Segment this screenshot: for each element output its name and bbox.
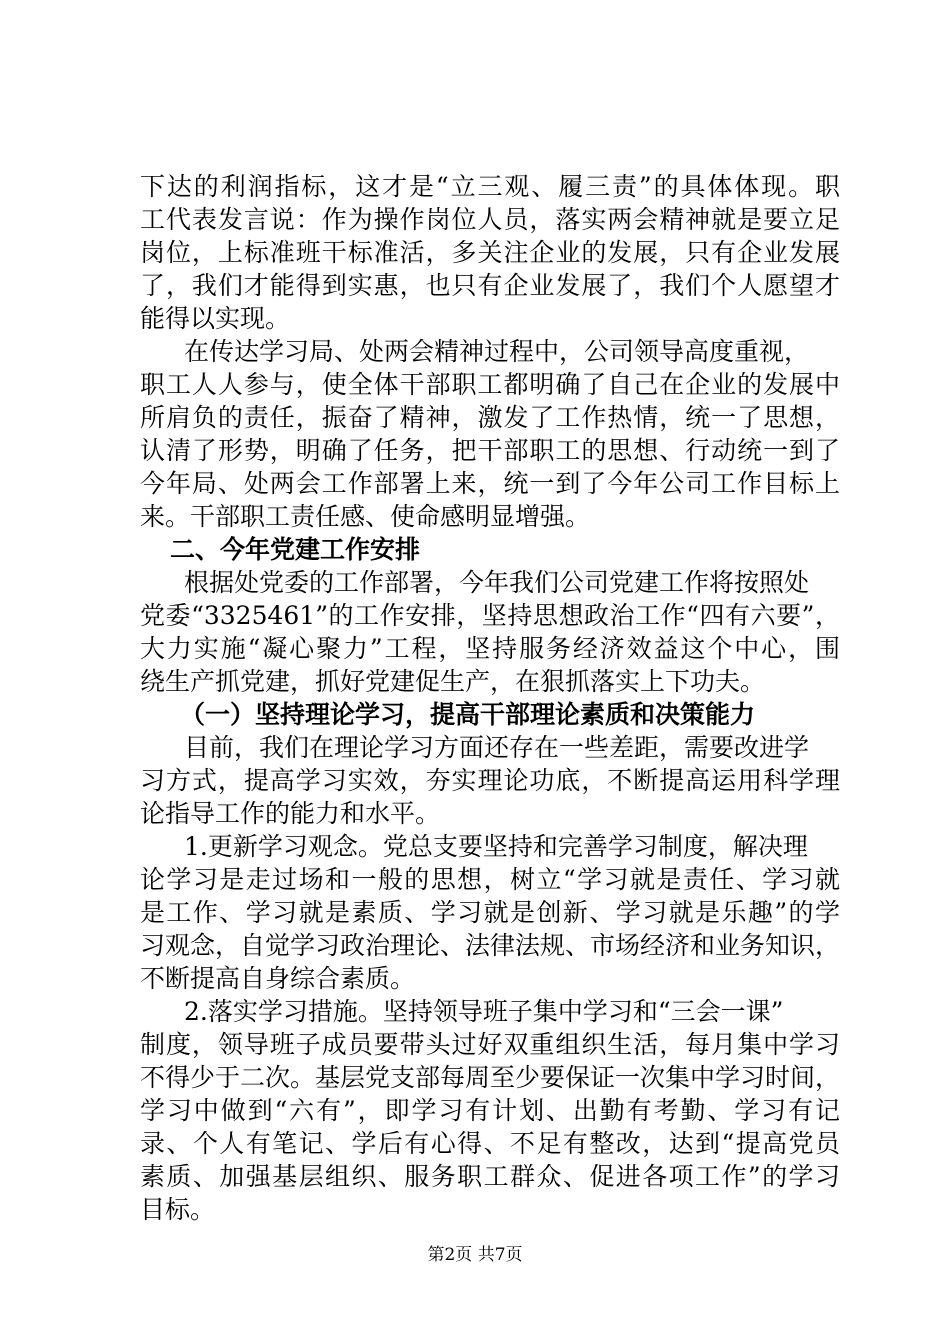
text-line: 岗位，上标准班干标准活，多关注企业的发展，只有企业发展 — [140, 238, 840, 267]
text-line: 目前，我们在理论学习方面还存在一些差距，需要改进学 — [184, 733, 810, 762]
section-heading: （一）坚持理论学习，提高干部理论素质和决策能力 — [180, 700, 756, 729]
document-body — [140, 170, 840, 1226]
text-line: 录、个人有笔记、学后有心得、不足有整改，达到“提高党员 — [140, 1129, 840, 1158]
text-line: 今年局、处两会工作部署上来，统一到了今年公司工作目标上 — [140, 469, 840, 498]
text-line: 1.更新学习观念。党总支要坚持和完善学习制度，解决理 — [184, 832, 808, 861]
text-line: 是工作、学习就是素质、学习就是创新、学习就是乐趣”的学 — [140, 898, 840, 927]
text-line: 绕生产抓党建，抓好党建促生产，在狠抓落实上下功夫。 — [140, 667, 766, 696]
text-line: 认清了形势，明确了任务，把干部职工的思想、行动统一到了 — [140, 436, 840, 465]
text-line: 习观念，自觉学习政治理论、法律法规、市场经济和业务知识， — [140, 931, 840, 960]
text-line: 了，我们才能得到实惠，也只有企业发展了，我们个人愿望才 — [140, 271, 840, 300]
text-line: 2.落实学习措施。坚持领导班子集中学习和“三会一课” — [184, 997, 784, 1026]
text-line: 论学习是走过场和一般的思想，树立“学习就是责任、学习就 — [140, 865, 840, 894]
page-footer: 第2页 共7页 — [427, 1245, 523, 1265]
text-line: 目标。 — [140, 1195, 216, 1224]
text-line: 所肩负的责任，振奋了精神，激发了工作热情，统一了思想， — [140, 403, 840, 432]
text-line: 论指导工作的能力和水平。 — [140, 799, 441, 828]
text-line: 党委“3325461”的工作安排，坚持思想政治工作“四有六要”， — [140, 601, 840, 630]
text-line: 习方式，提高学习实效，夯实理论功底，不断提高运用科学理 — [140, 766, 840, 795]
text-line: 在传达学习局、处两会精神过程中，公司领导高度重视， — [184, 337, 810, 366]
text-line: 学习中做到“六有”，即学习有计划、出勤有考勤、学习有记 — [140, 1096, 840, 1125]
text-line: 不得少于二次。基层党支部每周至少要保证一次集中学习时间， — [140, 1063, 840, 1092]
text-line: 根据处党委的工作部署，今年我们公司党建工作将按照处 — [184, 568, 810, 597]
text-line: 能得以实现。 — [140, 304, 291, 333]
text-line: 素质、加强基层组织、服务职工群众、促进各项工作”的学习 — [140, 1162, 840, 1191]
text-line: 大力实施“凝心聚力”工程，坚持服务经济效益这个中心，围 — [140, 634, 840, 663]
text-line: 下达的利润指标，这才是“立三观、履三责”的具体体现。职 — [140, 172, 840, 201]
text-line: 工代表发言说：作为操作岗位人员，落实两会精神就是要立足 — [140, 205, 840, 234]
text-line: 不断提高自身综合素质。 — [140, 964, 416, 993]
text-line: 来。干部职工责任感、使命感明显增强。 — [140, 502, 591, 531]
text-line: 制度，领导班子成员要带头过好双重组织生活，每月集中学习 — [140, 1030, 840, 1059]
text-line: 职工人人参与，使全体干部职工都明确了自己在企业的发展中 — [140, 370, 840, 399]
section-heading: 二、今年党建工作安排 — [170, 535, 421, 564]
